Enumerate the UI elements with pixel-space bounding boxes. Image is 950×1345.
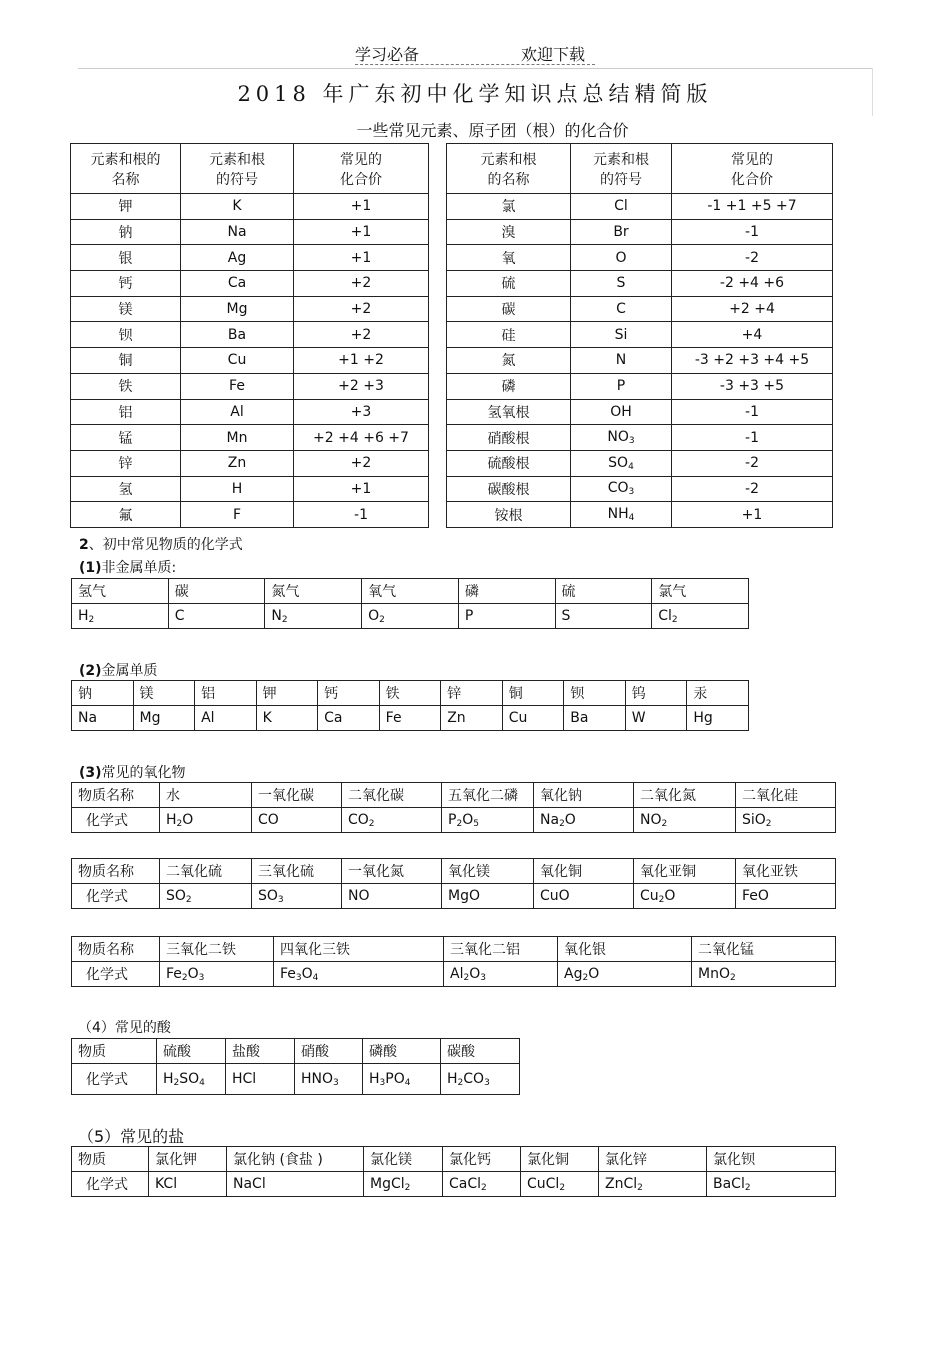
formula-cell: Mg [181,296,294,322]
name-cell: 铜 [502,681,564,706]
valence-row [71,348,833,374]
name-cell: 碳酸根 [447,476,571,502]
name-cell: 镁 [133,681,195,706]
formula-cell: $Cl_2$ [652,604,749,629]
name-cell: -2 [672,476,833,502]
page-title: 2018 年广东初中化学知识点总结精简版 [237,82,713,106]
name-cell: 氧化铜 [534,859,634,884]
name-cell: +2 +3 [294,373,429,399]
name-cell: 磷酸 [363,1039,441,1064]
formula-cell: CuO [534,884,634,909]
name-cell: 化学式 [72,962,160,987]
valence-row [71,476,833,502]
name-cell: +2 [294,322,429,348]
formula-cell: Mn [181,425,294,451]
formula-cell: Na [72,706,134,731]
name-cell: 氯化铜 [521,1147,599,1172]
formula-cell: $P_2O_5$ [442,808,534,833]
name-cell: 三氧化二铝 [444,937,558,962]
name-cell: +1 [294,245,429,271]
formula-cell: Hg [687,706,749,731]
formula-cell: BaCl$_2$ [707,1172,836,1197]
formula-cell: N [571,348,672,374]
name-cell: 氯化镁 [364,1147,443,1172]
formula-cell: O [571,245,672,271]
name-cell: 磷 [447,373,571,399]
valence-row [71,502,833,528]
name-cell: 氯化钙 [443,1147,521,1172]
name-cell: 氧化镁 [442,859,534,884]
name-cell: 钡 [71,322,181,348]
valence-row [71,245,833,271]
name-cell: 铵根 [447,502,571,528]
formula-cell: $SO_3$ [252,884,342,909]
name-cell: 二氧化硅 [736,783,836,808]
name-cell: -1 [672,219,833,245]
formula-row [72,1064,520,1095]
s1-heading: (1)非金属单质: [79,560,177,576]
formula-cell: $CO_3$ [571,476,672,502]
formula-cell: C [571,296,672,322]
name-cell: 锰 [71,425,181,451]
formula-cell: $CO_2$ [342,808,442,833]
header-cell: 元素和根 的符号 [181,144,294,194]
formula-cell: $H_2CO_3$ [441,1064,520,1095]
formula-cell: MnO$_2$ [692,962,836,987]
name-cell: 物质 [72,1147,149,1172]
name-cell: 氧 [447,245,571,271]
name-cell: 四氧化三铁 [274,937,444,962]
formula-cell: $H_3PO_4$ [363,1064,441,1095]
formula-cell: S [555,604,652,629]
name-cell: +4 [672,322,833,348]
name-cell: 二氧化碳 [342,783,442,808]
name-cell: 化学式 [72,884,160,909]
formula-cell: K [181,194,294,220]
name-cell: 钡 [564,681,626,706]
table-gap [429,373,447,399]
name-cell: 氟 [71,502,181,528]
formula-cell: Zn [181,450,294,476]
name-cell: 氧化亚铜 [634,859,736,884]
formula-row [72,706,749,731]
formula-cell: Ca [318,706,380,731]
header-dashed-rule [355,64,595,65]
name-cell: 氧化钠 [534,783,634,808]
formula-cell: SiO$_2$ [736,808,836,833]
formula-cell: K [256,706,318,731]
formula-cell: Ca [181,271,294,297]
valence-table-title: 一些常见元素、原子团（根）的化合价 [356,121,629,140]
s4-heading: （4）常见的酸 [78,1020,171,1036]
name-row [72,859,836,884]
name-cell: -2 [672,450,833,476]
valence-row [71,322,833,348]
name-cell: 一氧化碳 [252,783,342,808]
name-cell: 氯 [447,194,571,220]
name-cell: 物质 [72,1039,157,1064]
formula-cell: $NO_3$ [571,425,672,451]
formula-cell: CaCl$_2$ [443,1172,521,1197]
name-cell: 铜 [71,348,181,374]
formula-cell: Fe [379,706,441,731]
formula-row [72,808,836,833]
formula-cell: $SO_4$ [571,450,672,476]
formula-row [72,962,836,987]
acid-table [71,1038,520,1095]
name-cell: 钾 [71,194,181,220]
name-row [72,937,836,962]
formula-cell: $Al_2O_3$ [444,962,558,987]
name-cell: 硫酸 [157,1039,226,1064]
valence-row [71,271,833,297]
formula-row [72,884,836,909]
table-gap [429,144,447,194]
name-row [72,681,749,706]
name-cell: 硅 [447,322,571,348]
formula-row [72,1172,836,1197]
name-cell: 氧气 [362,579,459,604]
name-cell: 氮气 [265,579,362,604]
name-cell: 二氧化锰 [692,937,836,962]
formula-cell: Zn [441,706,503,731]
formula-cell: $Na_2O$ [534,808,634,833]
name-cell: 银 [71,245,181,271]
name-cell: +1 [294,219,429,245]
name-cell: 磷 [458,579,555,604]
name-cell: 钙 [318,681,380,706]
header-right-text: 欢迎下载 [521,45,586,64]
name-cell: 三氧化硫 [252,859,342,884]
formula-cell: Si [571,322,672,348]
formula-cell: C [168,604,265,629]
name-cell: 铝 [195,681,257,706]
table-gap [429,194,447,220]
formula-cell: Cl [571,194,672,220]
name-row [72,783,836,808]
name-cell: +2 [294,271,429,297]
name-cell: -1 [672,399,833,425]
name-cell: 钠 [72,681,134,706]
valence-row [71,399,833,425]
formula-cell: S [571,271,672,297]
formula-cell: $Cu_2O$ [634,884,736,909]
table-gap [429,219,447,245]
s3-heading: (3)常见的氧化物 [79,765,186,781]
formula-cell: CuCl$_2$ [521,1172,599,1197]
name-cell: +2 [294,450,429,476]
name-cell: 水 [160,783,252,808]
name-cell: -2 +4 +6 [672,271,833,297]
page-header [0,42,950,64]
formula-cell: Br [571,219,672,245]
table-gap [429,476,447,502]
formula-cell: Al [181,399,294,425]
name-cell: 氢氧根 [447,399,571,425]
name-cell: 盐酸 [226,1039,295,1064]
formula-cell: H [181,476,294,502]
name-cell: 碳酸 [441,1039,520,1064]
formula-row [72,604,749,629]
name-cell: 氯化钾 [149,1147,227,1172]
name-cell: +3 [294,399,429,425]
name-cell: 三氧化二铁 [160,937,274,962]
name-cell: 一氧化氮 [342,859,442,884]
formula-cell: $Ag_2O$ [558,962,692,987]
name-cell: 碳 [447,296,571,322]
valence-row [71,373,833,399]
oxide-table-1 [71,782,836,833]
name-cell: 碳 [168,579,265,604]
formula-cell: ZnCl$_2$ [599,1172,707,1197]
name-cell: +1 +2 [294,348,429,374]
name-cell: 二氧化氮 [634,783,736,808]
name-cell: 汞 [687,681,749,706]
name-cell: 化学式 [72,1172,149,1197]
header-cell: 常见的 化合价 [294,144,429,194]
section-2-heading: 2、初中常见物质的化学式 [79,537,243,553]
name-cell: 锌 [71,450,181,476]
table-gap [429,322,447,348]
name-cell: 物质名称 [72,783,160,808]
name-row [72,579,749,604]
name-cell: 氯化锌 [599,1147,707,1172]
formula-cell: HCl [226,1064,295,1095]
valence-row [71,194,833,220]
table-gap [429,450,447,476]
valence-table [70,143,833,528]
name-cell: 硫 [555,579,652,604]
name-cell: 氢气 [72,579,169,604]
name-cell: +2 [294,296,429,322]
s5-heading: （5）常见的盐 [78,1127,185,1146]
formula-cell: NaCl [227,1172,364,1197]
formula-cell: Al [195,706,257,731]
name-cell: 硝酸 [295,1039,363,1064]
name-cell: 氧化银 [558,937,692,962]
formula-cell: OH [571,399,672,425]
formula-cell: MgCl$_2$ [364,1172,443,1197]
name-cell: 化学式 [72,808,160,833]
name-cell: 铁 [379,681,441,706]
valence-header-row [71,144,833,194]
formula-cell: Cu [502,706,564,731]
table-gap [429,399,447,425]
name-cell: +1 [294,194,429,220]
formula-cell: $HNO_3$ [295,1064,363,1095]
name-cell: 氮 [447,348,571,374]
valence-row [71,219,833,245]
table-gap [429,296,447,322]
formula-cell: $NH_4$ [571,502,672,528]
name-cell: 氯化钠 (食盐 ) [227,1147,364,1172]
formula-cell: $H_2O$ [160,808,252,833]
name-cell: 溴 [447,219,571,245]
formula-cell: $H_2$ [72,604,169,629]
formula-cell: $SO_2$ [160,884,252,909]
header-rule [78,68,872,69]
name-cell: +1 [294,476,429,502]
oxide-table-2 [71,858,836,909]
formula-cell: Ba [564,706,626,731]
header-cell: 元素和根的 名称 [71,144,181,194]
formula-cell: $H_2SO_4$ [157,1064,226,1095]
valence-row [71,425,833,451]
formula-cell: MgO [442,884,534,909]
formula-cell: F [181,502,294,528]
name-cell: 铁 [71,373,181,399]
formula-cell: $Fe_2O_3$ [160,962,274,987]
name-cell: 五氧化二磷 [442,783,534,808]
metal-table [71,680,749,731]
name-cell: 二氧化硫 [160,859,252,884]
formula-cell: $Fe_3O_4$ [274,962,444,987]
name-cell: +2 +4 [672,296,833,322]
formula-cell: Fe [181,373,294,399]
name-cell: +1 [672,502,833,528]
name-cell: 物质名称 [72,859,160,884]
formula-cell: KCl [149,1172,227,1197]
name-cell: 化学式 [72,1064,157,1095]
name-cell: 铝 [71,399,181,425]
name-cell: -2 [672,245,833,271]
s2-heading: (2)金属单质 [79,663,158,679]
header-cell: 元素和根 的名称 [447,144,571,194]
formula-cell: Ag [181,245,294,271]
table-gap [429,502,447,528]
name-row [72,1147,836,1172]
name-cell: 硝酸根 [447,425,571,451]
valence-row [71,450,833,476]
name-cell: 镁 [71,296,181,322]
formula-cell: NO [342,884,442,909]
formula-cell: P [458,604,555,629]
formula-cell: W [625,706,687,731]
table-gap [429,425,447,451]
formula-cell: CO [252,808,342,833]
name-cell: +2 +4 +6 +7 [294,425,429,451]
name-cell: 锌 [441,681,503,706]
formula-cell: P [571,373,672,399]
name-cell: 钨 [625,681,687,706]
oxide-table-3 [71,936,836,987]
formula-cell: Na [181,219,294,245]
name-cell: -3 +3 +5 [672,373,833,399]
nonmetal-table [71,578,749,629]
name-cell: -1 [294,502,429,528]
name-cell: 钾 [256,681,318,706]
formula-cell: $NO_2$ [634,808,736,833]
name-cell: 钙 [71,271,181,297]
table-gap [429,271,447,297]
name-cell: -1 +1 +5 +7 [672,194,833,220]
name-cell: 硫酸根 [447,450,571,476]
formula-cell: Mg [133,706,195,731]
formula-cell: $O_2$ [362,604,459,629]
name-row [72,1039,520,1064]
header-left-text: 学习必备 [355,45,420,64]
table-gap [429,348,447,374]
table-gap [429,245,447,271]
name-cell: 氯气 [652,579,749,604]
name-cell: 氧化亚铁 [736,859,836,884]
formula-cell: FeO [736,884,836,909]
name-cell: 氯化钡 [707,1147,836,1172]
salt-table [71,1146,836,1197]
valence-row [71,296,833,322]
name-cell: 钠 [71,219,181,245]
formula-cell: $N_2$ [265,604,362,629]
name-cell: -3 +2 +3 +4 +5 [672,348,833,374]
name-cell: 硫 [447,271,571,297]
header-cell: 元素和根 的符号 [571,144,672,194]
name-cell: 物质名称 [72,937,160,962]
header-cell: 常见的 化合价 [672,144,833,194]
formula-cell: Ba [181,322,294,348]
name-cell: 氢 [71,476,181,502]
formula-cell: Cu [181,348,294,374]
name-cell: -1 [672,425,833,451]
